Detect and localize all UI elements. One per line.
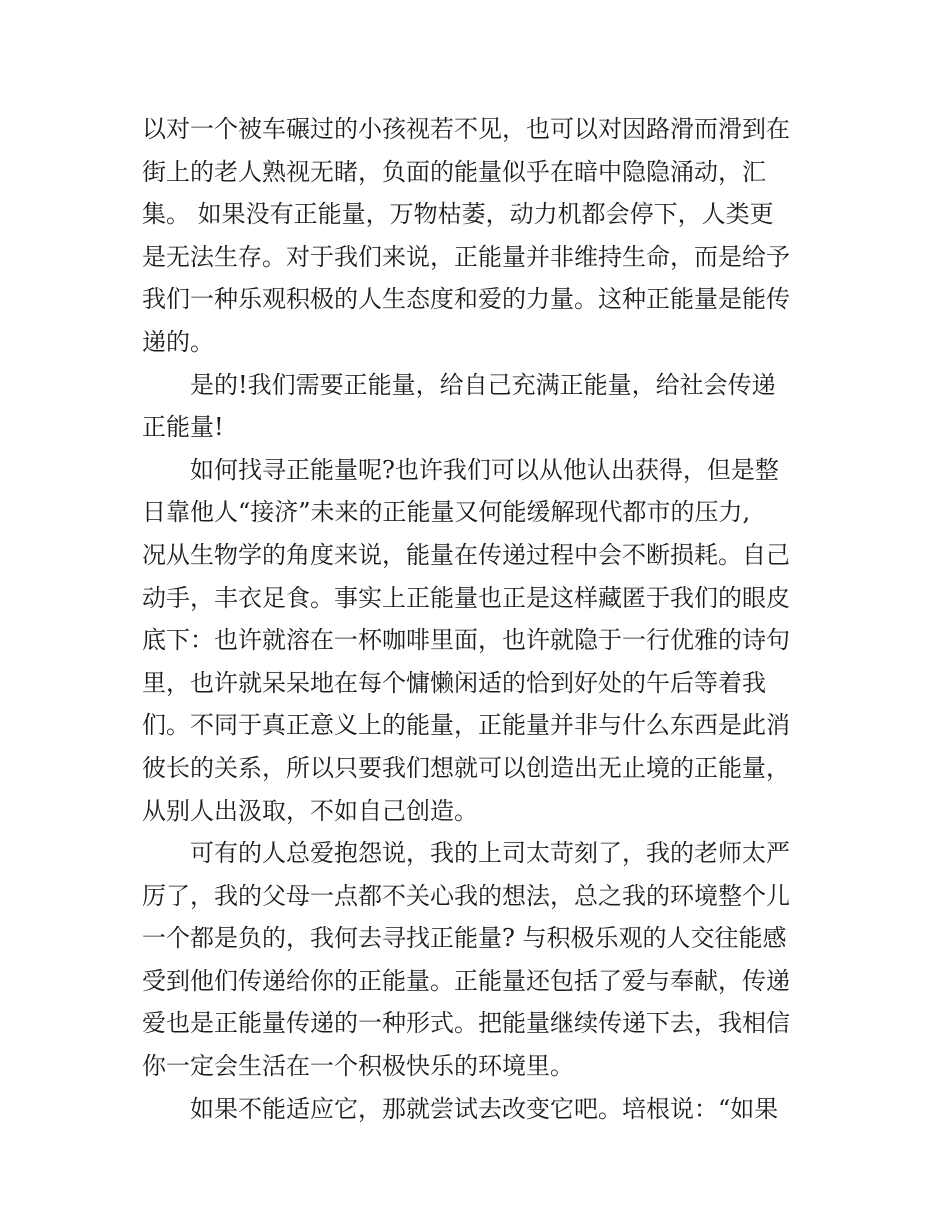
text-line: 里，也许就呆呆地在每个慵懒闲适的恰到好处的午后等着我 bbox=[142, 668, 766, 697]
text-line: 你一定会生活在一个积极快乐的环境里。 bbox=[142, 1052, 574, 1081]
text-line: 正能量! bbox=[142, 413, 224, 442]
text-line: 厉了，我的父母一点都不关心我的想法，总之我的环境整个儿 bbox=[142, 881, 790, 910]
text-line: 底下：也许就溶在一杯咖啡里面，也许就隐于一行优雅的诗句 bbox=[142, 626, 790, 655]
text-line: 以对一个被车碾过的小孩视若不见，也可以对因路滑而滑到在 bbox=[142, 115, 790, 143]
document-body-text bbox=[142, 108, 822, 1130]
text-line: 从别人出汲取，不如自己创造。 bbox=[142, 796, 478, 825]
text-line: 如果不能适应它，那就尝试去改变它吧。培根说：“如果 bbox=[190, 1094, 779, 1123]
text-line: 爱也是正能量传递的一种形式。把能量继续传递下去，我相信 bbox=[142, 1009, 790, 1038]
text-line: 递的。 bbox=[142, 327, 214, 356]
text-line: 集。 如果没有正能量，万物枯萎，动力机都会停下，人类更 bbox=[142, 200, 774, 229]
text-line: 是的!我们需要正能量，给自己充满正能量，给社会传递 bbox=[190, 370, 776, 399]
text-line: 可有的人总爱抱怨说，我的上司太苛刻了，我的老师太严 bbox=[190, 839, 790, 868]
text-line: 动手，丰衣足食。事实上正能量也正是这样藏匿于我们的眼皮 bbox=[142, 583, 790, 612]
text-line: 彼长的关系，所以只要我们想就可以创造出无止境的正能量， bbox=[142, 753, 790, 782]
text-line: 日靠他人“接济”未来的正能量又何能缓解现代都市的压力, bbox=[142, 498, 751, 527]
text-line: 们。不同于真正意义上的能量，正能量并非与什么东西是此消 bbox=[142, 711, 790, 740]
text-line: 一个都是负的，我何去寻找正能量? 与积极乐观的人交往能感 bbox=[142, 924, 787, 953]
text-line: 我们一种乐观积极的人生态度和爱的力量。这种正能量是能传 bbox=[142, 285, 790, 314]
text-line: 如何找寻正能量呢?也许我们可以从他认出获得，但是整 bbox=[190, 455, 779, 484]
text-line: 受到他们传递给你的正能量。正能量还包括了爱与奉献，传递 bbox=[142, 966, 790, 995]
text-line: 况从生物学的角度来说，能量在传递过程中会不断损耗。自己 bbox=[142, 540, 790, 569]
text-line: 街上的老人熟视无睹，负面的能量似乎在暗中隐隐涌动，汇 bbox=[142, 157, 766, 186]
text-line: 是无法生存。对于我们来说，正能量并非维持生命，而是给予 bbox=[142, 242, 790, 271]
